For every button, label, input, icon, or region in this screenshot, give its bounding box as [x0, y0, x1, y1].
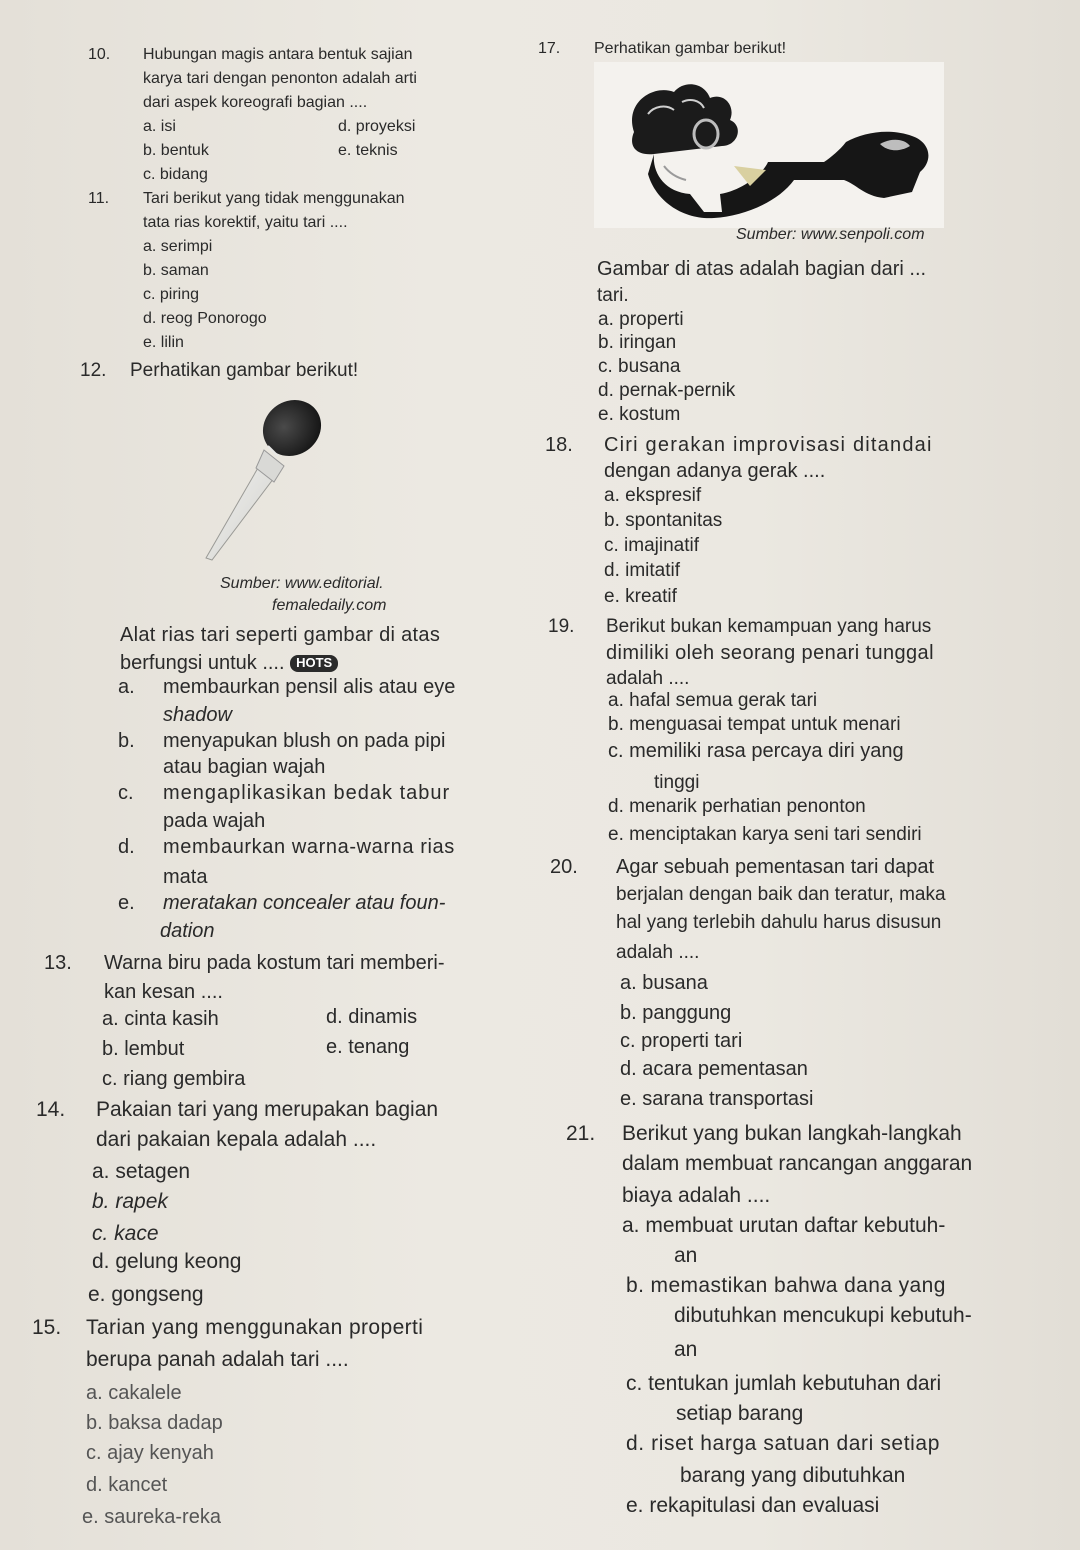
q17-stem-1: Gambar di atas adalah bagian dari ... — [597, 258, 927, 280]
q12-option-d-line2: mata — [163, 866, 208, 888]
q17-source: Sumber: www.senpoli.com — [736, 226, 925, 243]
q13-option-d: d. dinamis — [326, 1006, 418, 1028]
q11-option-c: c. piring — [143, 286, 200, 303]
q17-number: 17. — [538, 40, 561, 57]
q19-line-2: dimiliki oleh seorang penari tunggal — [606, 642, 934, 664]
q12-stem-2 — [120, 652, 338, 675]
makeup-brush-image — [128, 392, 400, 572]
q12-option-d-letter: d. — [118, 836, 135, 858]
q10-line-2: karya tari dengan penonton adalah arti — [143, 70, 417, 87]
q12-option-b-line2: atau bagian wajah — [163, 756, 326, 778]
q10-number: 10. — [88, 46, 111, 63]
q21-option-e: e. rekapitulasi dan evaluasi — [626, 1494, 880, 1517]
dance-prop-image — [594, 62, 944, 228]
q10-option-b: b. bentuk — [143, 142, 209, 159]
q21-option-d: d. riset harga satuan dari setiap — [626, 1432, 940, 1455]
q12-option-d-line1: membaurkan warna-warna rias — [163, 836, 455, 858]
q17-option-a: a. properti — [598, 309, 684, 330]
q10-option-e: e. teknis — [338, 142, 398, 159]
q12-option-e-line2: dation — [160, 920, 215, 942]
q15-line-2: berupa panah adalah tari .... — [86, 1348, 349, 1371]
q12-number: 12. — [80, 360, 107, 381]
q20-line-1: Agar sebuah pementasan tari dapat — [616, 856, 934, 878]
q15-option-a: a. cakalele — [86, 1382, 182, 1404]
q19-option-c: c. memiliki rasa percaya diri yang — [608, 740, 904, 762]
q18-option-e: e. kreatif — [604, 586, 677, 607]
q12-option-c-line1: mengaplikasikan bedak tabur — [163, 782, 451, 804]
q15-option-c: c. ajay kenyah — [86, 1442, 214, 1464]
q21-option-a: a. membuat urutan daftar kebutuh- — [622, 1214, 946, 1237]
q18-option-b: b. spontanitas — [604, 510, 723, 531]
q12-option-b-letter: b. — [118, 730, 135, 752]
q13-number: 13. — [44, 952, 72, 974]
q20-option-d: d. acara pementasan — [620, 1058, 808, 1080]
q19-line-1: Berikut bukan kemampuan yang harus — [606, 616, 932, 637]
q18-line-1: Ciri gerakan improvisasi ditandai — [604, 434, 933, 456]
q11-option-a: a. serimpi — [143, 238, 213, 255]
q13-line-1: Warna biru pada kostum tari memberi- — [104, 952, 445, 974]
q17-stem-2: tari. — [597, 285, 629, 306]
q21-option-b-cont-2: an — [674, 1338, 698, 1361]
q12-option-b-line1: menyapukan blush on pada pipi — [163, 730, 446, 752]
q20-line-2: berjalan dengan baik dan teratur, maka — [616, 884, 946, 905]
q13-line-2: kan kesan .... — [104, 981, 223, 1003]
q18-option-a: a. ekspresif — [604, 485, 702, 506]
q20-option-c: c. properti tari — [620, 1030, 743, 1052]
q18-number: 18. — [545, 434, 573, 456]
q21-number: 21. — [566, 1122, 596, 1145]
q20-number: 20. — [550, 856, 578, 878]
q12-option-a-letter: a. — [118, 676, 135, 698]
q11-number: 11. — [88, 190, 110, 207]
q19-option-b: b. menguasai tempat untuk menari — [608, 714, 901, 735]
q20-line-4: adalah .... — [616, 942, 700, 963]
q21-option-b-cont: dibutuhkan mencukupi kebutuh- — [674, 1304, 972, 1327]
q17-option-b: b. iringan — [598, 332, 677, 353]
q15-option-d: d. kancet — [86, 1474, 168, 1496]
q20-option-b: b. panggung — [620, 1002, 732, 1024]
q21-line-1: Berikut yang bukan langkah-langkah — [622, 1122, 962, 1145]
q12-option-c-line2: pada wajah — [163, 810, 266, 832]
makeup-brush-icon — [128, 392, 400, 572]
q14-line-1: Pakaian tari yang merupakan bagian — [96, 1098, 439, 1121]
q19-option-c-cont: tinggi — [654, 772, 700, 793]
q13-option-c: c. riang gembira — [102, 1068, 246, 1090]
q18-option-c: c. imajinatif — [604, 535, 700, 556]
q12-intro: Perhatikan gambar berikut! — [130, 360, 359, 381]
q14-option-d: d. gelung keong — [92, 1250, 242, 1273]
q10-option-c: c. bidang — [143, 166, 208, 183]
q15-option-b: b. baksa dadap — [86, 1412, 223, 1434]
q12-option-e-letter: e. — [118, 892, 135, 914]
q13-option-b: b. lembut — [102, 1038, 185, 1060]
q10-option-d: d. proyeksi — [338, 118, 416, 135]
q14-option-a: a. setagen — [92, 1160, 191, 1183]
q12-source: Sumber: www.editorial. — [220, 575, 384, 592]
q13-option-a: a. cinta kasih — [102, 1008, 219, 1030]
q14-option-c: c. kace — [92, 1222, 159, 1245]
q12-option-e-line1: meratakan concealer atau foun- — [163, 892, 446, 914]
q17-option-c: c. busana — [598, 356, 681, 377]
q11-option-b: b. saman — [143, 262, 209, 279]
q21-option-b: b. memastikan bahwa dana yang — [626, 1274, 946, 1297]
q15-option-e: e. saureka-reka — [82, 1506, 221, 1528]
q10-line-1: Hubungan magis antara bentuk sajian — [143, 46, 413, 63]
dance-prop-icon — [594, 62, 944, 228]
q11-line-1: Tari berikut yang tidak menggunakan — [143, 190, 405, 207]
q21-option-d-cont: barang yang dibutuhkan — [680, 1464, 906, 1487]
q15-number: 15. — [32, 1316, 62, 1339]
q19-option-a: a. hafal semua gerak tari — [608, 690, 818, 711]
q12-option-c-letter: c. — [118, 782, 134, 804]
q12-option-a-line1: membaurkan pensil alis atau eye — [163, 676, 456, 698]
q11-option-e: e. lilin — [143, 334, 184, 351]
q20-option-a: a. busana — [620, 972, 708, 994]
q21-line-2: dalam membuat rancangan anggaran — [622, 1152, 973, 1175]
q12-source-2: femaledaily.com — [272, 597, 387, 614]
hots-badge: HOTS — [290, 655, 338, 672]
q15-line-1: Tarian yang menggunakan properti — [86, 1316, 424, 1339]
q12-option-a-text — [163, 676, 455, 699]
q14-option-b: b. rapek — [92, 1190, 168, 1213]
q20-option-e: e. sarana transportasi — [620, 1088, 814, 1110]
q10-option-a: a. isi — [143, 118, 176, 135]
q21-option-c-cont: setiap barang — [676, 1402, 804, 1425]
q21-line-3: biaya adalah .... — [622, 1184, 771, 1207]
q13-option-e: e. tenang — [326, 1036, 410, 1058]
q11-line-2: tata rias korektif, yaitu tari .... — [143, 214, 348, 231]
q12-stem-2-text: berfungsi untuk .... — [120, 652, 285, 674]
q18-line-2: dengan adanya gerak .... — [604, 460, 826, 482]
q21-option-c: c. tentukan jumlah kebutuhan dari — [626, 1372, 942, 1395]
q20-line-3: hal yang terlebih dahulu harus disusun — [616, 912, 942, 933]
q17-option-d: d. pernak-pernik — [598, 380, 736, 401]
q14-option-e: e. gongseng — [88, 1283, 204, 1306]
q19-line-3: adalah .... — [606, 668, 690, 689]
q12-option-a-line2: shadow — [163, 704, 232, 726]
q19-option-d: d. menarik perhatian penonton — [608, 796, 866, 817]
q17-intro: Perhatikan gambar berikut! — [594, 40, 787, 57]
q10-line-3: dari aspek koreografi bagian .... — [143, 94, 368, 111]
q17-option-e: e. kostum — [598, 404, 681, 425]
q19-option-e: e. menciptakan karya seni tari sendiri — [608, 824, 922, 845]
q14-line-2: dari pakaian kepala adalah .... — [96, 1128, 377, 1151]
q21-option-a-cont: an — [674, 1244, 698, 1267]
q18-option-d: d. imitatif — [604, 560, 681, 581]
q19-number: 19. — [548, 616, 575, 637]
q14-number: 14. — [36, 1098, 66, 1121]
q11-option-d: d. reog Ponorogo — [143, 310, 267, 327]
q12-stem-1: Alat rias tari seperti gambar di atas — [120, 624, 441, 646]
